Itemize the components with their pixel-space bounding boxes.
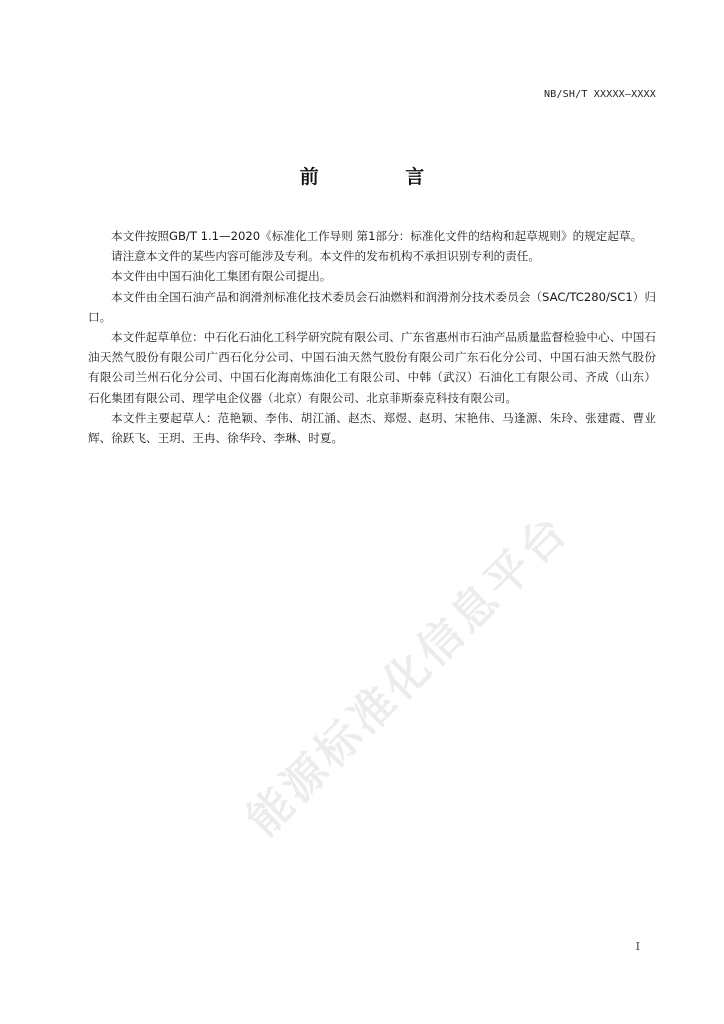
page-number: I: [635, 940, 640, 953]
paragraph-drafting-units: 本文件起草单位：中石化石油化工科学研究院有限公司、广东省惠州市石油产品质量监督检验中心、中国石油天然气股份有限公司广西石化分公司、中国石油天然气股份有限公司广东石化分公司、中国石油天然气股份有限公司兰州石化分公司、中国石化海南炼油化工有限公司、中韩（武汉）石油化工有限公司、齐成（山东）石化集团有限公司、理学电企仪器（北京）有限公司、北京菲斯泰克科技有限公司。: [88, 330, 656, 405]
watermark: 能源标准化信息平台: [237, 504, 579, 846]
paragraph-drafters: 本文件主要起草人：范艳颖、李伟、胡江涌、赵杰、郑煜、赵玥、宋艳伟、马逢源、朱玲、张建霞、曹业辉、徐跃飞、王玥、王冉、徐华玲、李琳、时夏。: [88, 410, 656, 446]
paragraph-committee: 本文件由全国石油产品和润滑剂标准化技术委员会石油燃料和润滑剂分技术委员会（SAC/TC280/SC1）归口。: [88, 289, 656, 324]
paragraph-patent-notice: 请注意本文件的某些内容可能涉及专利。本文件的发布机构不承担识别专利的责任。: [111, 249, 540, 264]
paragraph-proposer: 本文件由中国石油化工集团有限公司提出。: [111, 269, 332, 284]
document-code: NB/SH/T XXXXX—XXXX: [544, 89, 656, 100]
foreword-body: [88, 226, 656, 448]
paragraph-drafting-rules: 本文件按照GB/T 1.1—2020《标准化工作导则 第1部分：标准化文件的结构和起草规则》的规定起草。: [111, 229, 643, 243]
page-title: 前 言: [299, 166, 465, 188]
